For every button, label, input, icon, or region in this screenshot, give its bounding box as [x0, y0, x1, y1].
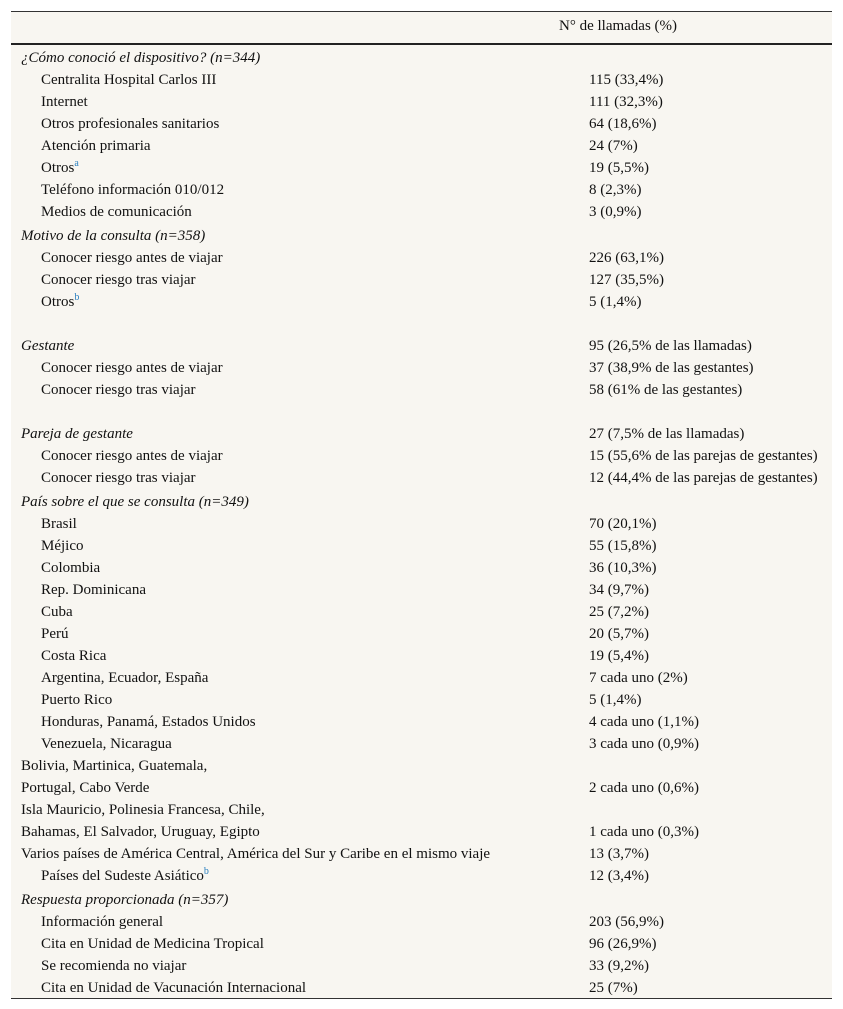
table-row — [11, 865, 832, 887]
footnote-marker[interactable]: b — [203, 866, 209, 877]
row-label: Conocer riesgo antes de viajar — [41, 448, 223, 464]
row-value — [578, 755, 832, 777]
row-value: 55 (15,8%) — [589, 538, 657, 554]
row-label: Conocer riesgo antes de viajar — [41, 360, 223, 376]
row-value: 37 (38,9% de las gestantes) — [589, 360, 754, 376]
row-value: 25 (7%) — [589, 980, 638, 996]
row-value: 1 cada uno (0,3%) — [589, 824, 699, 840]
row-value: 111 (32,3%) — [589, 94, 663, 110]
row-label: Respuesta proporcionada (n=357) — [21, 892, 229, 908]
row-value — [578, 887, 832, 911]
row-label: Conocer riesgo tras viajar — [41, 382, 196, 398]
footnote-marker[interactable]: a — [74, 158, 79, 169]
table-row — [11, 645, 832, 667]
row-label: Perú — [41, 626, 69, 642]
row-label: Bolivia, Martinica, Guatemala, — [21, 758, 208, 774]
row-value: 226 (63,1%) — [589, 250, 664, 266]
row-label: Internet — [41, 94, 88, 110]
row-label: Portugal, Cabo Verde — [21, 780, 150, 796]
row-value: 12 (44,4% de las parejas de gestantes) — [589, 470, 818, 486]
table-row — [11, 911, 832, 933]
row-label: Cita en Unidad de Medicina Tropical — [41, 936, 264, 952]
row-value — [578, 223, 832, 247]
row-label: País sobre el que se consulta (n=349) — [21, 494, 249, 510]
row-value: 5 (1,4%) — [589, 294, 642, 310]
row-label: Se recomienda no viajar — [41, 958, 187, 974]
row-label: Otros profesionales sanitarios — [41, 116, 220, 132]
row-value: 19 (5,4%) — [589, 648, 649, 664]
row-label: Pareja de gestante — [21, 426, 133, 442]
section-header-row — [11, 333, 832, 357]
row-value: 58 (61% de las gestantes) — [589, 382, 743, 398]
row-label: Otros — [41, 160, 75, 176]
row-label: Atención primaria — [41, 138, 151, 154]
spacer-row — [11, 313, 832, 333]
row-label: Conocer riesgo antes de viajar — [41, 250, 223, 266]
row-label: Argentina, Ecuador, España — [41, 670, 209, 686]
table-row — [11, 357, 832, 379]
table-row — [11, 843, 832, 865]
table-row — [11, 711, 832, 733]
section-header-row — [11, 489, 832, 513]
table-row — [11, 157, 832, 179]
row-value: 3 (0,9%) — [589, 204, 642, 220]
row-value: 24 (7%) — [589, 138, 638, 154]
table-row — [11, 535, 832, 557]
row-label: Bahamas, El Salvador, Uruguay, Egipto — [21, 824, 260, 840]
table-row — [11, 91, 832, 113]
section-header-row — [11, 45, 832, 69]
row-value — [578, 45, 832, 69]
data-table — [11, 11, 832, 999]
row-label: Colombia — [41, 560, 101, 576]
row-label: Rep. Dominicana — [41, 582, 146, 598]
row-label: Gestante — [21, 338, 75, 354]
row-label: Conocer riesgo tras viajar — [41, 272, 196, 288]
row-label: Centralita Hospital Carlos III — [41, 72, 217, 88]
row-value: 33 (9,2%) — [589, 958, 649, 974]
row-value: 20 (5,7%) — [589, 626, 649, 642]
row-value: 34 (9,7%) — [589, 582, 649, 598]
table-row — [11, 777, 832, 799]
table-row — [11, 733, 832, 755]
row-label: Conocer riesgo tras viajar — [41, 470, 196, 486]
table-row — [11, 579, 832, 601]
table-row — [11, 755, 832, 777]
table-row — [11, 467, 832, 489]
section-header-row — [11, 887, 832, 911]
section-header-row — [11, 223, 832, 247]
table-row — [11, 821, 832, 843]
row-value: 70 (20,1%) — [589, 516, 657, 532]
spacer-row — [11, 401, 832, 421]
table-row — [11, 623, 832, 645]
table-row — [11, 247, 832, 269]
table-row — [11, 113, 832, 135]
row-value: 36 (10,3%) — [589, 560, 657, 576]
section-header-row — [11, 421, 832, 445]
table-row — [11, 933, 832, 955]
table-header — [11, 12, 832, 45]
row-label: ¿Cómo conoció el dispositivo? (n=344) — [21, 50, 261, 66]
row-value: 3 cada uno (0,9%) — [589, 736, 699, 752]
row-value: 13 (3,7%) — [589, 846, 649, 862]
row-value: 115 (33,4%) — [589, 72, 664, 88]
table-row — [11, 269, 832, 291]
table-row — [11, 69, 832, 91]
table-row — [11, 135, 832, 157]
row-label: Méjico — [41, 538, 84, 554]
row-label: Isla Mauricio, Polinesia Francesa, Chile, — [21, 802, 265, 818]
row-value: 27 (7,5% de las llamadas) — [589, 426, 745, 442]
footnote-marker[interactable]: b — [74, 292, 80, 303]
row-value: 8 (2,3%) — [589, 182, 642, 198]
row-label: Países del Sudeste Asiático — [41, 868, 204, 884]
row-value: 5 (1,4%) — [589, 692, 642, 708]
column-header-calls: N° de llamadas (%) — [559, 18, 678, 34]
row-label: Otros — [41, 294, 75, 310]
row-value: 127 (35,5%) — [589, 272, 664, 288]
row-label: Información general — [41, 914, 164, 930]
table-row — [11, 977, 832, 999]
table-row — [11, 689, 832, 711]
row-value: 4 cada uno (1,1%) — [589, 714, 699, 730]
table-row — [11, 379, 832, 401]
row-label: Motivo de la consulta (n=358) — [21, 228, 206, 244]
row-label: Varios países de América Central, América del Sur y Caribe en el mismo viaje — [21, 846, 491, 862]
table-row — [11, 667, 832, 689]
row-value: 64 (18,6%) — [589, 116, 657, 132]
row-value: 95 (26,5% de las llamadas) — [589, 338, 752, 354]
row-value: 12 (3,4%) — [589, 868, 649, 884]
table-row — [11, 601, 832, 623]
table-row — [11, 179, 832, 201]
row-value — [578, 799, 832, 821]
row-value: 15 (55,6% de las parejas de gestantes) — [589, 448, 818, 464]
row-label: Honduras, Panamá, Estados Unidos — [41, 714, 256, 730]
row-label: Cuba — [41, 604, 73, 620]
table-row — [11, 799, 832, 821]
row-label: Teléfono información 010/012 — [41, 182, 225, 198]
table-row — [11, 201, 832, 223]
row-label: Costa Rica — [41, 648, 107, 664]
row-label: Medios de comunicación — [41, 204, 192, 220]
row-label: Brasil — [41, 516, 77, 532]
row-value: 96 (26,9%) — [589, 936, 657, 952]
row-value: 25 (7,2%) — [589, 604, 649, 620]
table-row — [11, 557, 832, 579]
table-body — [11, 45, 832, 999]
table-row — [11, 955, 832, 977]
table-row — [11, 445, 832, 467]
table-row — [11, 513, 832, 535]
row-value: 7 cada uno (2%) — [589, 670, 688, 686]
row-label: Venezuela, Nicaragua — [41, 736, 172, 752]
row-value — [578, 489, 832, 513]
row-value: 19 (5,5%) — [589, 160, 649, 176]
table-row — [11, 291, 832, 313]
row-label: Puerto Rico — [41, 692, 113, 708]
row-label: Cita en Unidad de Vacunación Internacional — [41, 980, 307, 996]
row-value: 203 (56,9%) — [589, 914, 664, 930]
row-value: 2 cada uno (0,6%) — [589, 780, 699, 796]
